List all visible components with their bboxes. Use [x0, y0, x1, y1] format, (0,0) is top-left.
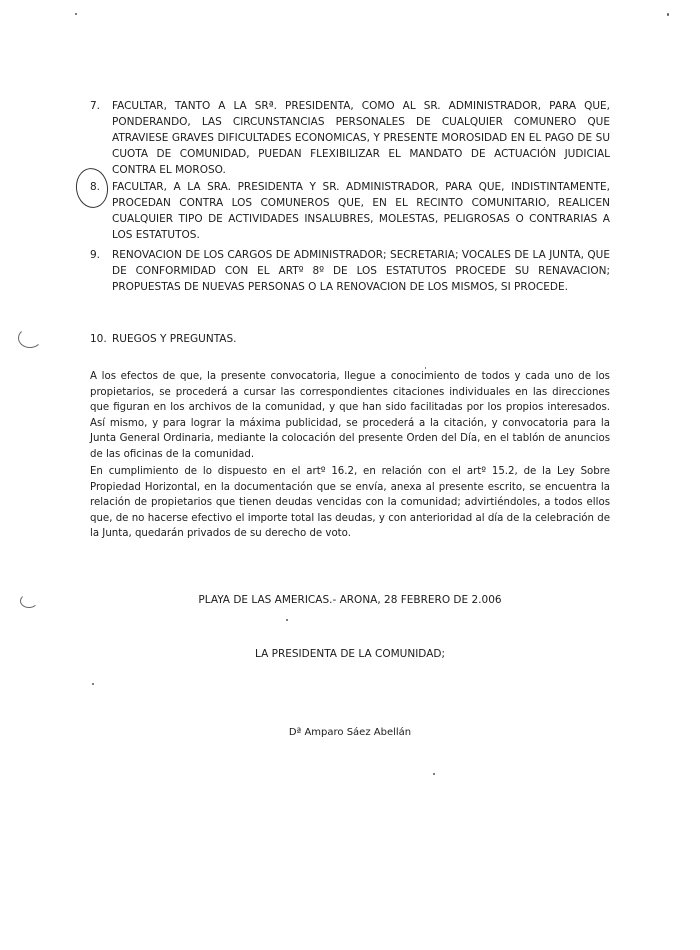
agenda-item-9 — [90, 247, 610, 295]
scan-speck — [433, 773, 435, 775]
scan-speck — [75, 13, 77, 15]
signatory-name: Dª Amparo Sáez Abellán — [288, 727, 412, 738]
item-text: FACULTAR, TANTO A LA SRª. PRESIDENTA, COMO AL SR. ADMINISTRADOR, PARA QUE, PONDERANDO, LAS CIRCUNSTANCIAS PERSONALES DE CUALQUIER COMUNERO QUE ATRAVIESE GRAVES DIFICULTADES ECONOMICAS, Y PRESENTE MOROSIDAD EN EL PAGO DE SU CUOTA DE COMUNIDAD, PUEDAN FLEXIBILIZAR EL MANDATO DE ACTUACIÓN JUDICIAL CONTRA EL MOROSO. — [112, 100, 610, 176]
scan-mark — [18, 328, 42, 348]
scan-speck — [92, 683, 94, 685]
agenda-item-8 — [90, 179, 610, 243]
item-number: 10. — [90, 333, 107, 345]
item-number: 8. — [90, 181, 101, 193]
item-text: RUEGOS Y PREGUNTAS. — [112, 333, 237, 345]
item-text: FACULTAR, A LA SRA. PRESIDENTA Y SR. ADMINISTRADOR, PARA QUE, INDISTINTAMENTE, PROCEDAN CONTRA LOS COMUNEROS QUE, EN EL RECINTO COMUNITARIO, REALICEN CUALQUIER TIPO DE ACTIVIDADES INSALUBRES, MOLESTAS, PELIGROSAS O CONTRARIAS A LOS ESTATUTOS. — [112, 181, 610, 241]
scan-speck — [667, 13, 669, 16]
scan-speck — [286, 619, 288, 621]
paragraph-convocatoria: A los efectos de que, la presente convocatoria, llegue a conocimiento de todos y cada uno de los propietarios, se procederá a cursar las correspondientes citaciones individuales en las direcciones que figuran en los archivos de la comunidad, y que han sido facilitadas por los propios interesados. Así mismo, y para lograr la máxima publicidad, se procederá a la citación, y convocatoria para la Junta General Ordinaria, mediante la colocación del presente Orden del Día, en el tablón de anuncios de las oficinas de la comunidad. — [90, 371, 610, 460]
item-number: 7. — [90, 100, 101, 112]
scan-speck — [425, 367, 426, 369]
paragraph-deudas: En cumplimiento de lo dispuesto en el artº 16.2, en relación con el artº 15.2, de la Ley Sobre Propiedad Horizontal, en la documentación que se envía, anexa al presente escrito, se encuentra la relación de propietarios que tienen deudas vencidas con la comunidad; advirtiéndoles, a todos ellos que, de no hacerse efectivo el importe total las deudas, y con anterioridad al día de la celebración de la Junta, quedarán privados de su derecho de voto. — [90, 466, 610, 539]
item-number: 9. — [90, 249, 101, 261]
agenda-item-7 — [90, 98, 610, 178]
scan-mark — [20, 594, 38, 608]
item-text: RENOVACION DE LOS CARGOS DE ADMINISTRADOR; SECRETARIA; VOCALES DE LA JUNTA, QUE DE CONFORMIDAD CON EL ARTº 8º DE LOS ESTATUTOS PROCEDE SU RENAVACION; PROPUESTAS DE NUEVAS PERSONAS O LA RENOVACION DE LOS MISMOS, SI PROCEDE. — [112, 249, 610, 293]
place-date: PLAYA DE LAS AMERICAS.- ARONA, 28 FEBRERO DE 2.006 — [198, 594, 502, 606]
signature-title: LA PRESIDENTA DE LA COMUNIDAD; — [255, 648, 445, 660]
agenda-item-10 — [90, 331, 610, 347]
